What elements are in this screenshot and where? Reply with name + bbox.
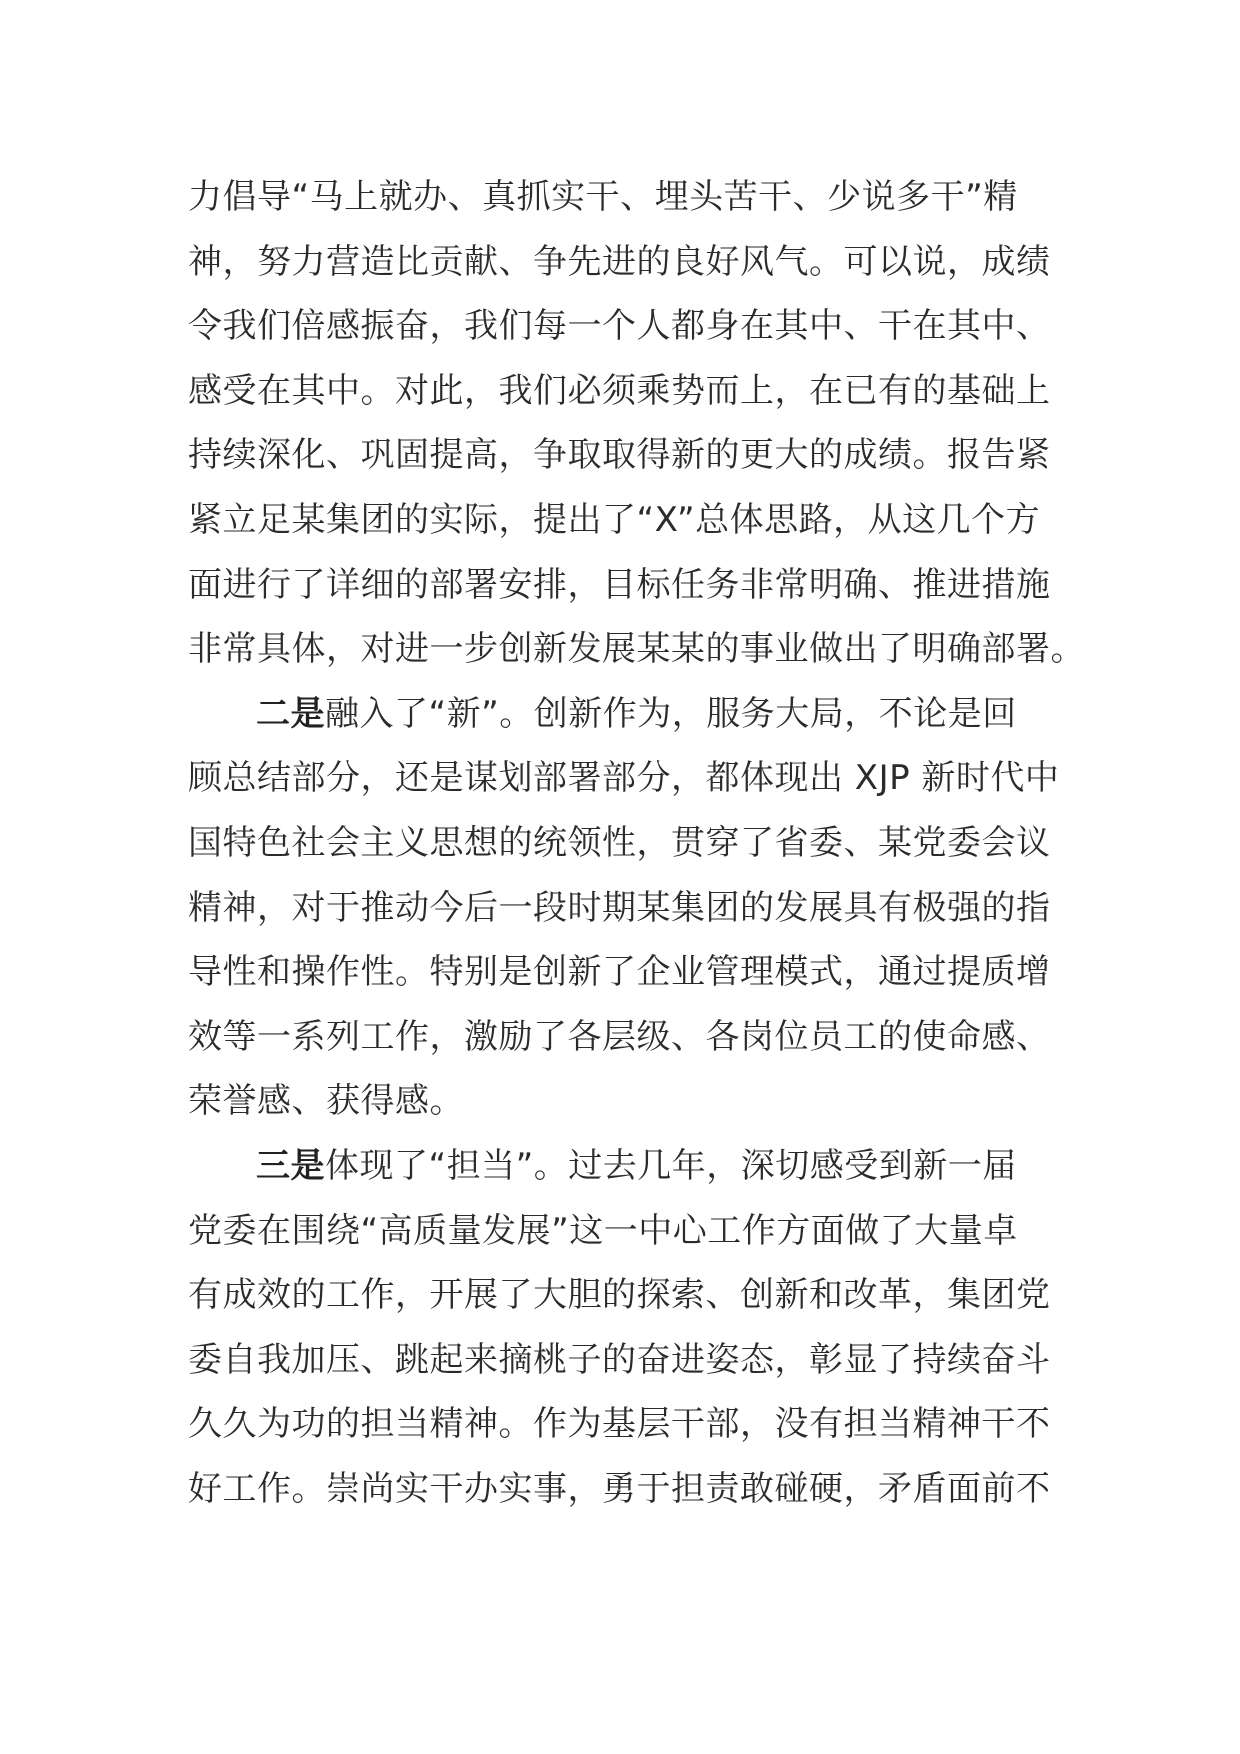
text-line: 久久为功的担当精神。作为基层干部，没有担当精神干不 bbox=[188, 1404, 1051, 1445]
paragraph-2 bbox=[188, 682, 1058, 1134]
text-line: 有成效的工作，开展了大胆的探索、创新和改革，集团党 bbox=[188, 1275, 1051, 1316]
text-line: 导性和操作性。特别是创新了企业管理模式，通过提质增 bbox=[188, 952, 1051, 993]
text-line: 党委在围绕“高质量发展”这一中心工作方面做了大量卓 bbox=[188, 1210, 1018, 1251]
text-line: 神，努力营造比贡献、争先进的良好风气。可以说，成绩 bbox=[188, 241, 1051, 282]
paragraph-first-line bbox=[188, 682, 1058, 747]
paragraph-3 bbox=[188, 1134, 1058, 1522]
text-line-rest: 融入了“新”。创新作为，服务大局，不论是回 bbox=[325, 693, 1017, 734]
text-line: 非常具体，对进一步创新发展某某的事业做出了明确部署。 bbox=[188, 629, 1085, 670]
text-line: 精神，对于推动今后一段时期某集团的发展具有极强的指 bbox=[188, 887, 1051, 928]
text-line: 委自我加压、跳起来摘桃子的奋进姿态，彰显了持续奋斗 bbox=[188, 1339, 1051, 1380]
paragraph-lead-label: 三是 bbox=[256, 1145, 325, 1186]
text-line: 紧立足某集团的实际，提出了“X”总体思路，从这几个方 bbox=[188, 499, 1041, 540]
text-line: 顾总结部分，还是谋划部署部分，都体现出 XJP 新时代中 bbox=[188, 758, 1060, 799]
text-line: 令我们倍感振奋，我们每一个人都身在其中、干在其中、 bbox=[188, 306, 1051, 347]
text-line: 感受在其中。对此，我们必须乘势而上，在已有的基础上 bbox=[188, 370, 1051, 411]
document-body bbox=[188, 165, 1085, 1521]
text-line: 效等一系列工作，激励了各层级、各岗位员工的使命感、 bbox=[188, 1016, 1051, 1057]
paragraph-1 bbox=[188, 165, 1085, 682]
text-line-rest: 体现了“担当”。过去几年，深切感受到新一届 bbox=[325, 1145, 1017, 1186]
paragraph-first-line bbox=[188, 1134, 1058, 1199]
text-line: 面进行了详细的部署安排，目标任务非常明确、推进措施 bbox=[188, 564, 1051, 605]
text-line: 力倡导“马上就办、真抓实干、埋头苦干、少说多干”精 bbox=[188, 177, 1018, 217]
text-line: 好工作。崇尚实干办实事，勇于担责敢碰硬，矛盾面前不 bbox=[188, 1468, 1051, 1509]
paragraph-lead-label: 二是 bbox=[256, 693, 325, 734]
text-line: 持续深化、巩固提高，争取取得新的更大的成绩。报告紧 bbox=[188, 435, 1051, 476]
text-line: 国特色社会主义思想的统领性，贯穿了省委、某党委会议 bbox=[188, 822, 1051, 863]
text-line: 荣誉感、获得感。 bbox=[188, 1081, 464, 1122]
